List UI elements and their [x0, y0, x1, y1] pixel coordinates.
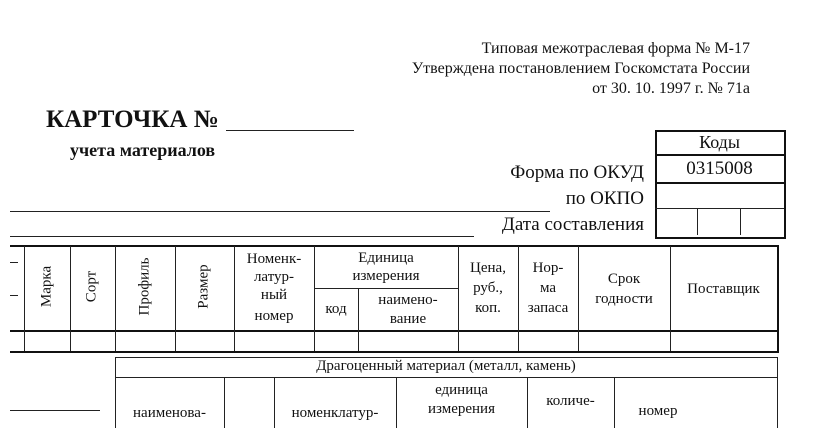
col-nomen-line2: латур-: [253, 269, 295, 285]
date-label: Дата составления: [501, 214, 644, 235]
col-norm-line1: Нор-: [532, 260, 564, 276]
card-title: КАРТОЧКА №: [46, 106, 219, 133]
codes-header: Коды: [699, 132, 740, 152]
precious-col-unit-line2: измерения: [427, 401, 495, 417]
okud-code: 0315008: [686, 158, 753, 179]
precious-col-unit-line1: единица: [435, 382, 488, 398]
col-unit-name-line1: наимено-: [378, 292, 438, 308]
card-subtitle: учета материалов: [70, 140, 216, 160]
col-unit-name-line2: вание: [389, 311, 427, 327]
col-price-line1: Цена,: [470, 260, 506, 276]
precious-col-num: номер: [638, 403, 678, 419]
col-marka: Марка: [38, 265, 55, 308]
form-type-line: Типовая межотраслевая форма № М-17: [481, 40, 750, 57]
okud-label: Форма по ОКУД: [510, 162, 644, 183]
col-profil: Профиль: [136, 257, 153, 316]
col-nomen-line3: ный: [260, 287, 288, 303]
col-supplier: Поставщик: [687, 281, 760, 297]
col-unit-kod: код: [325, 301, 347, 317]
col-nomen-line1: Номенк-: [246, 251, 302, 267]
col-price-line3: коп.: [475, 300, 501, 316]
col-srok-line1: Срок: [607, 271, 641, 287]
col-nomen-line4: номер: [254, 308, 294, 324]
precious-col-name: наименова-: [133, 405, 206, 421]
precious-col-nomen: номенклатур-: [291, 405, 379, 421]
form-date-line: от 30. 10. 1997 г. № 71а: [592, 80, 750, 97]
col-sort: Сорт: [83, 270, 100, 303]
col-unit-line2: измерения: [352, 268, 420, 284]
form-approval-line: Утверждена постановлением Госкомстата России: [411, 60, 750, 77]
col-unit-line1: Единица: [358, 250, 414, 266]
col-norm-line3: запаса: [527, 300, 569, 316]
col-srok-line2: годности: [595, 291, 653, 307]
precious-col-qty: количе-: [546, 393, 595, 409]
precious-title: Драгоценный материал (металл, камень): [316, 358, 576, 374]
col-price-line2: руб.,: [473, 280, 503, 296]
col-razmer: Размер: [195, 264, 212, 309]
col-norm-line2: ма: [539, 280, 557, 296]
okpo-label: по ОКПО: [565, 188, 644, 209]
